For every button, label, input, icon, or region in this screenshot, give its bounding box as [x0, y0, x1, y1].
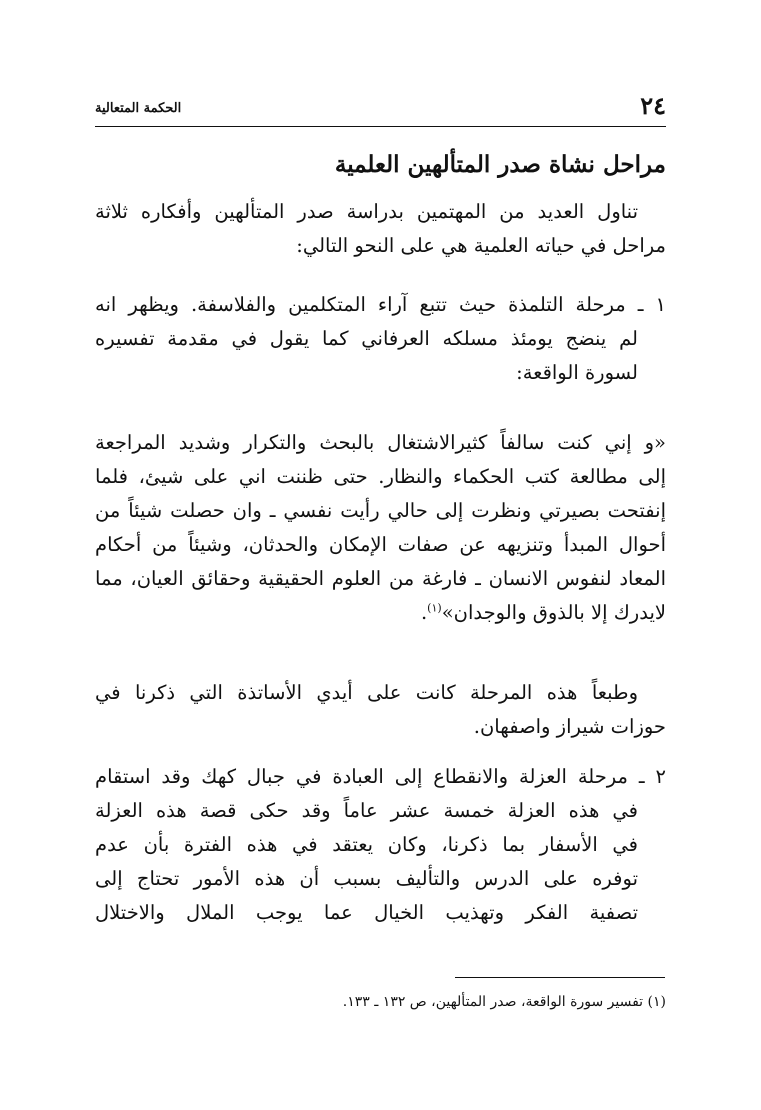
page-number: ٢٤ [640, 91, 666, 120]
text-line: أحوال المبدأ وتنزيهه عن صفات الإمكان والحدثان، وشيئاً من أحكام [95, 533, 666, 556]
text-line: لسورة الواقعة: [516, 361, 638, 384]
text-line: إنفتحت بصيرتي ونظرت إلى حالي رأيت نفسي ـ وان حصلت شيئاً من [95, 499, 666, 522]
text-line: تصفية الفكر وتهذيب الخيال عما يوجب الملال والاختلال [95, 901, 638, 924]
quotation-paragraph [95, 426, 666, 630]
text-line-with-note [95, 596, 666, 630]
running-header [95, 90, 666, 124]
footnote [343, 992, 666, 1012]
text-line: لايدرك إلا بالذوق والوجدان» [441, 601, 666, 624]
text-line: لم ينضج يومئذ مسلكه العرفاني كما يقول في مقدمة تفسيره [95, 327, 638, 350]
section-title: مراحل نشاة صدر المتألهين العلمية [334, 151, 666, 178]
text-line: المعاد لنفوس الانسان ـ فارغة من العلوم الحقيقية وحقائق العيان، مما [95, 567, 666, 590]
text-line: في هذه العزلة خمسة عشر عاماً وقد حكى قصة هذه العزلة [95, 799, 638, 822]
footnote-rule [455, 977, 665, 978]
text-line: تناول العديد من المهتمين بدراسة صدر المتألهين وأفكاره ثلاثة [95, 200, 638, 223]
footnote-reference[interactable]: (١) [427, 601, 442, 615]
text-line: «و إني كنت سالفاً كثيرالاشتغال بالبحث والتكرار وشديد المراجعة [95, 431, 666, 454]
footnote-mark: (١) [647, 994, 666, 1010]
text-line: ١ ـ مرحلة التلمذة حيث تتبع آراء المتكلمين والفلاسفة. ويظهر انه [95, 293, 666, 316]
footnote-text: تفسير سورة الواقعة، صدر المتألهين، ص ١٣٢ ـ ١٣٣. [342, 994, 644, 1010]
text-line: ٢ ـ مرحلة العزلة والانقطاع إلى العبادة في جبال كهك وقد استقام [95, 765, 666, 788]
header-rule [95, 126, 666, 127]
text-line: في الأسفار بما ذكرنا، وكان يعتقد في هذه الفترة بأن عدم [95, 833, 638, 856]
text-line: وطبعاً هذه المرحلة كانت على أيدي الأساتذة التي ذكرنا في [95, 681, 638, 704]
text-line: مراحل في حياته العلمية هي على النحو التالي: [296, 234, 666, 257]
intro-paragraph [95, 195, 666, 263]
quote-end-punctuation: . [420, 601, 428, 624]
stage-one-paragraph [95, 288, 666, 390]
text-line: توفره على الدرس والتأليف بسبب أن هذه الأمور تحتاج إلى [95, 867, 638, 890]
text-line: إلى مطالعة كتب الحكماء والنظار. حتى ظننت اني على شيئ، فلما [95, 465, 666, 488]
running-book-title: الحكمة المتعالية [95, 101, 182, 116]
stage-two-paragraph [95, 760, 666, 930]
comment-paragraph [95, 676, 666, 744]
text-line: حوزات شيراز واصفهان. [473, 715, 666, 738]
